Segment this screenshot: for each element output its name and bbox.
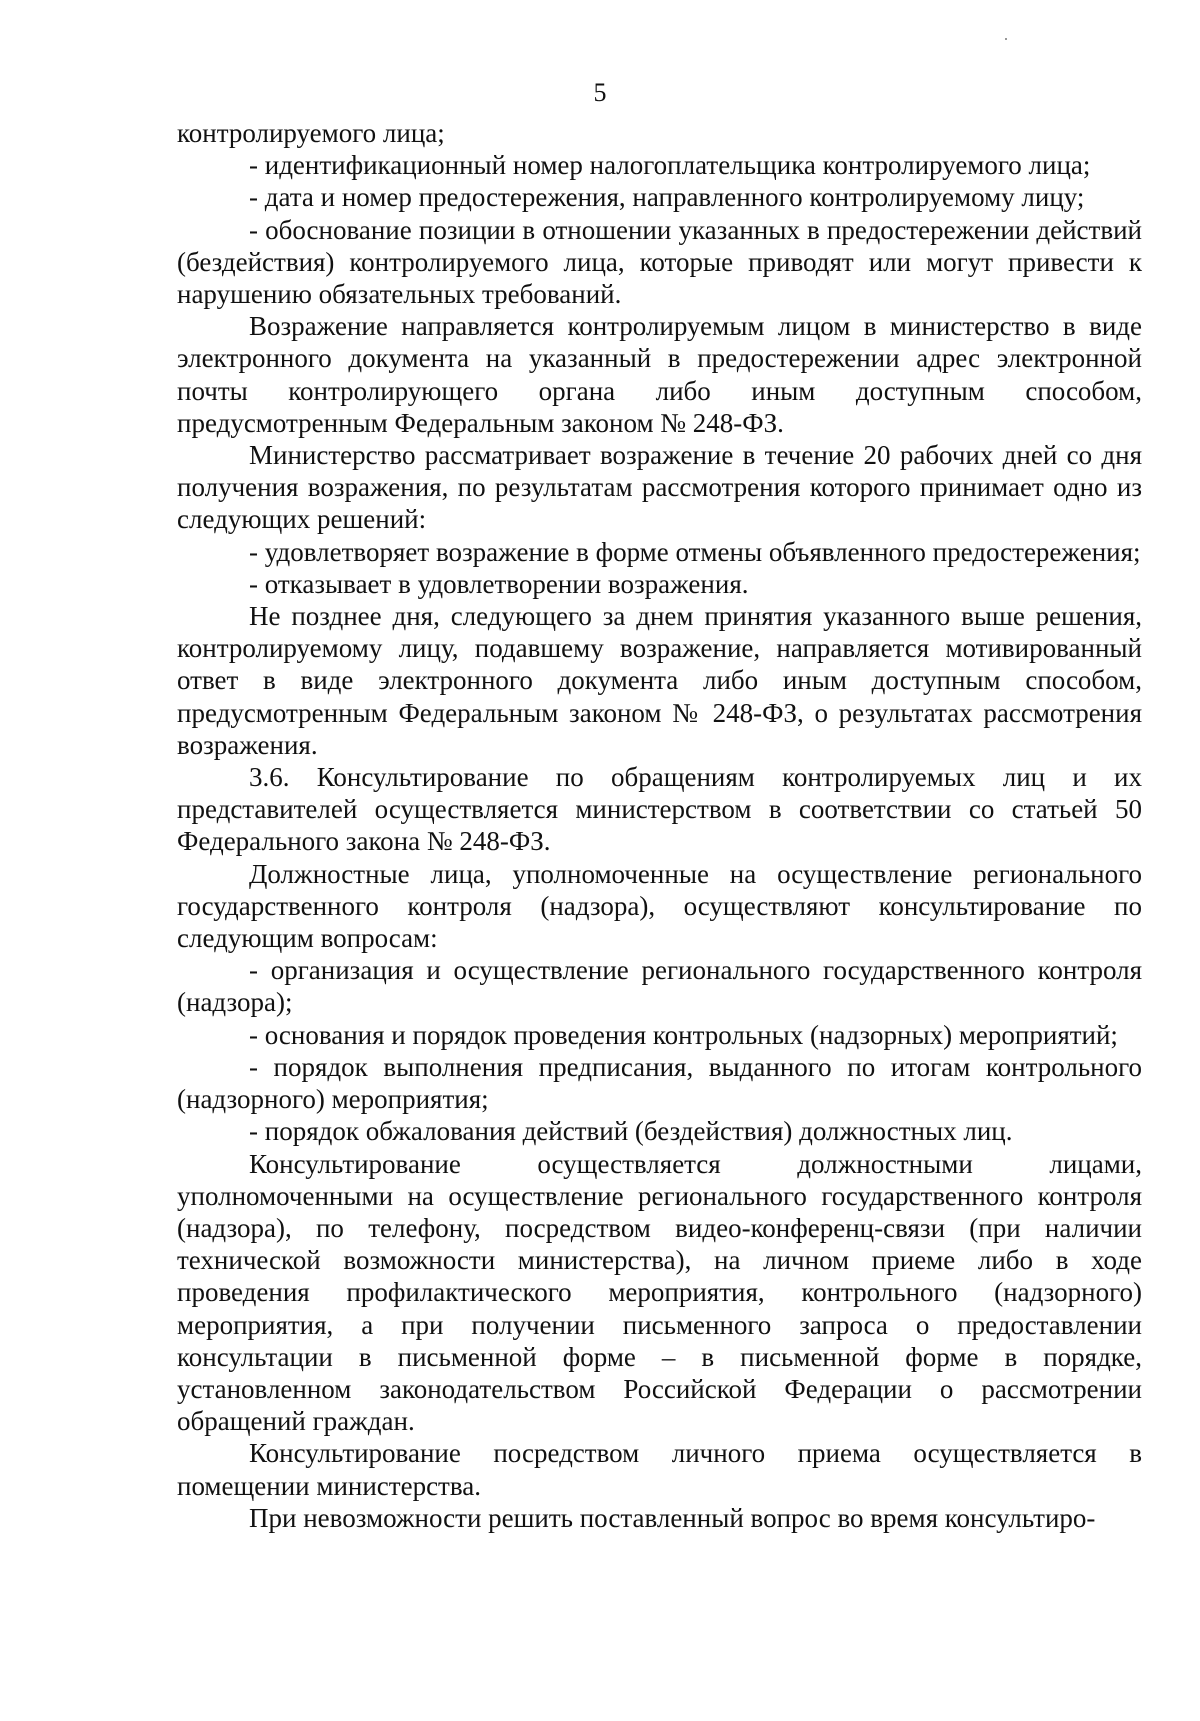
paragraph: Министерство рассматривает возражение в течение 20 рабочих дней со дня получения возражения, по результатам рассмотрения которого принимает одно из следующих решений:: [177, 440, 1142, 535]
paragraph: Должностные лица, уполномоченные на осуществление регионального государственного контроля (надзора), осуществляют консультирование по следующим вопросам:: [177, 858, 1142, 954]
paragraph: - порядок обжалования действий (бездействия) должностных лиц.: [249, 1116, 1013, 1147]
paragraph: - порядок выполнения предписания, выданного по итогам контрольного (надзорного) мероприятия;: [177, 1051, 1142, 1115]
paragraph: - основания и порядок проведения контрольных (надзорных) мероприятий;: [249, 1019, 1118, 1050]
paragraph: 3.6. Консультирование по обращениям контролируемых лиц и их представителей осуществляется министерством в соответствии со статьей 50 Федерального закона № 248-ФЗ.: [177, 762, 1142, 857]
paragraph: Консультирование осуществляется должностными лицами, уполномоченными на осуществление регионального государственного контроля (надзора), по телефону, посредством видео-конференц-связи (при наличии технической возможности министерства), на личном приеме либо в ходе проведения профилактического мероприятия, контрольного (надзорного) мероприятия, а при получении письменного запроса о предоставлении консультации в письменной форме – в письменной форме в порядке, установленном законодательством Российской Федерации о рассмотрении обращений граждан.: [177, 1148, 1142, 1437]
paragraph: При невозможности решить поставленный вопрос во время консультиро-: [249, 1502, 1096, 1533]
paragraph: контролируемого лица;: [177, 118, 445, 148]
paragraph: Возражение направляется контролируемым лицом в министерство в виде электронного документа на указанный в предостережении адрес электронной почты контролирующего органа либо иным доступным способом, предусмотренным Федеральным законом № 248-ФЗ.: [177, 311, 1142, 438]
paragraph: - обоснование позиции в отношении указанных в предостережении действий (бездействия) контролируемого лица, которые приводят или могут привести к нарушению обязательных требований.: [177, 214, 1142, 310]
paragraph: Не позднее дня, следующего за днем принятия указанного выше решения, контролируемому лицу, подавшему возражение, направляется мотивированный ответ в виде электронного документа либо иным доступным способом, предусмотренным Федеральным законом № 248-ФЗ, о результатах рассмотрения возражения.: [177, 601, 1142, 760]
paragraph: - отказывает в удовлетворении возражения.: [249, 568, 749, 599]
paragraph: - организация и осуществление регионального государственного контроля (надзора);: [177, 955, 1142, 1018]
scan-speck: [1005, 38, 1007, 40]
paragraph: Консультирование посредством личного приема осуществляется в помещении министерства.: [177, 1438, 1142, 1501]
paragraph: - идентификационный номер налогоплательщика контролируемого лица;: [249, 150, 1091, 181]
document-body: [177, 117, 1142, 1534]
paragraph: - дата и номер предостережения, направленного контролируемому лицу;: [249, 182, 1085, 213]
paragraph: - удовлетворяет возражение в форме отмены объявленного предостережения;: [249, 536, 1141, 567]
page-number: 5: [593, 78, 607, 107]
